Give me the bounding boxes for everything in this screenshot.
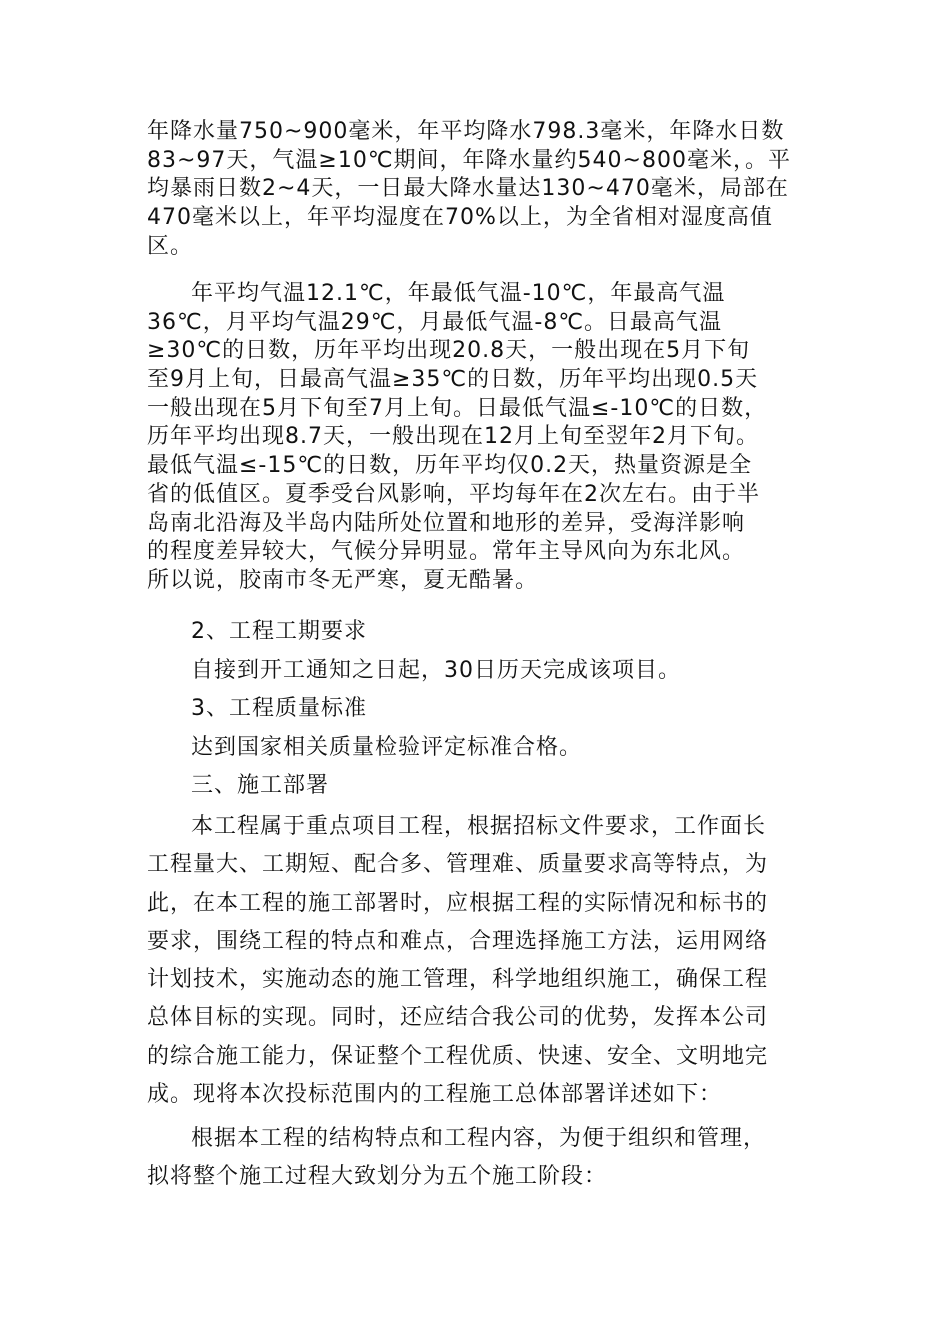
- text-line: 历年平均出现8.7天，一般出现在12月上旬至翌年2月下旬。: [147, 424, 759, 450]
- text-line: 本工程属于重点项目工程，根据招标文件要求，工作面长: [191, 814, 767, 839]
- text-line: 所以说，胶南市冬无严寒，夏无酷暑。: [147, 567, 539, 593]
- text-line: ≥30℃的日数，历年平均出现20.8天，一般出现在5月下旬: [147, 338, 751, 364]
- paragraph-temperature: [147, 280, 817, 596]
- text-line: 年降水量750~900毫米，年平均降水798.3毫米，年降水日数: [147, 119, 785, 144]
- text-line: 的程度差异较大，气候分异明显。常年主导风向为东北风。: [147, 539, 746, 565]
- text-line: 此，在本工程的施工部署时，应根据工程的实际情况和标书的: [147, 890, 769, 916]
- text-line: 的综合施工能力，保证整个工程优质、快速、安全、文明地完: [147, 1043, 769, 1069]
- section-heading-schedule: 2、工程工期要求: [191, 619, 367, 644]
- text-line: 一般出现在5月下旬至7月上旬。日最低气温≤-10℃的日数，: [147, 395, 768, 421]
- text-line: 36℃，月平均气温29℃，月最低气温-8℃。日最高气温: [147, 309, 723, 335]
- schedule-text: 自接到开工通知之日起，30日历天完成该项目。: [191, 658, 681, 683]
- text-line: 83~97天，气温≥10℃期间，年降水量约540~800毫米，。平: [147, 147, 791, 173]
- text-line: 总体目标的实现。同时，还应结合我公司的优势，发挥本公司: [147, 1005, 769, 1031]
- text-line: 成。现将本次投标范围内的工程施工总体部署详述如下：: [147, 1082, 723, 1108]
- text-line: 区。: [147, 233, 194, 259]
- paragraph-deployment: [147, 808, 817, 1114]
- text-line: 要求，围绕工程的特点和难点，合理选择施工方法，运用网络: [147, 928, 769, 954]
- text-line: 省的低值区。夏季受台风影响，平均每年在2次左右。由于半: [147, 481, 760, 507]
- text-line: 根据本工程的结构特点和工程内容，为便于组织和管理，: [191, 1126, 767, 1151]
- text-line: 均暴雨日数2~4天，一日最大降水量达130~470毫米，局部在: [147, 176, 789, 202]
- text-line: 拟将整个施工过程大致划分为五个施工阶段：: [147, 1164, 608, 1190]
- section-heading-deployment: 三、施工部署: [191, 773, 330, 798]
- text-line: 年平均气温12.1℃，年最低气温-10℃，年最高气温: [191, 281, 726, 306]
- paragraph-precipitation: [147, 118, 817, 261]
- text-line: 计划技术，实施动态的施工管理，科学地组织施工，确保工程: [147, 967, 769, 993]
- text-line: 至9月上旬，日最高气温≥35℃的日数，历年平均出现0.5天: [147, 367, 759, 393]
- quality-text: 达到国家相关质量检验评定标准合格。: [191, 735, 583, 760]
- section-heading-quality: 3、工程质量标准: [191, 696, 367, 721]
- text-line: 最低气温≤-15℃的日数，历年平均仅0.2天，热量资源是全: [147, 453, 753, 479]
- text-line: 工程量大、工期短、配合多、管理难、质量要求高等特点，为: [147, 852, 769, 878]
- text-line: 岛南北沿海及半岛内陆所处位置和地形的差异，受海洋影响: [147, 510, 746, 536]
- text-line: 470毫米以上，年平均湿度在70%以上，为全省相对湿度高值: [147, 205, 773, 231]
- paragraph-stages: [147, 1120, 817, 1197]
